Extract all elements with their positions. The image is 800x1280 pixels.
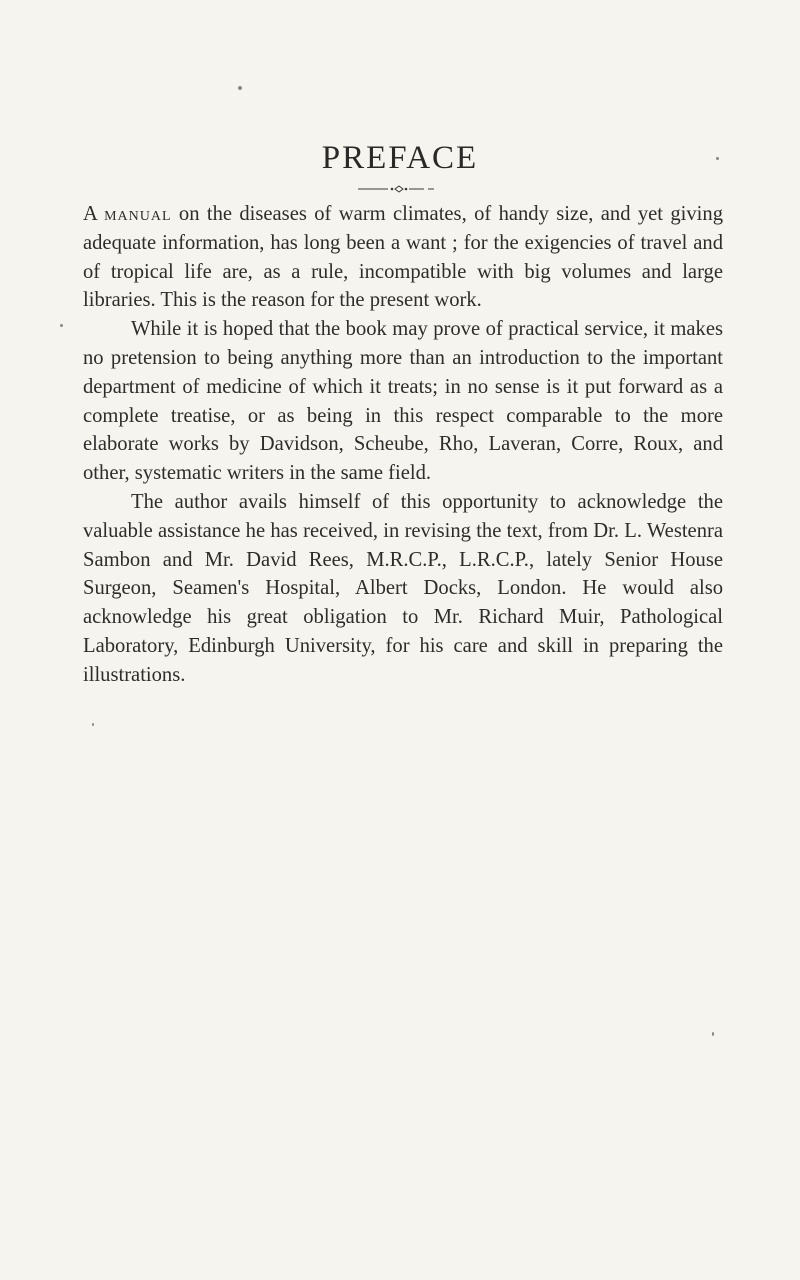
print-speck	[92, 723, 94, 726]
paragraph-1	[83, 200, 723, 315]
paragraph-3: The author avails himself of this opportunity to acknowledge the valuable assistance he has received, in revising the text, from Dr. L. Westenra Sambon and Mr. David Rees, M.R.C.P., L.R.C.P., lately Senior House Surgeon, Seamen's Hospital, Albert Docks, London. He would also acknowledge his great obligation to Mr. Richard Muir, Pathological Laboratory, Edinburgh University, for his care and skill in preparing the illustrations.	[83, 490, 723, 686]
page-title: PREFACE	[321, 140, 479, 176]
ornament-divider-icon	[358, 184, 448, 194]
print-speck	[238, 86, 242, 90]
paragraph-2: While it is hoped that the book may prove of practical service, it makes no pretension to being anything more than an introduction to the important department of medicine of which it treats; in no sense is it put forward as a complete treatise, or as being in this respect comparable to the more elaborate works by Davidson, Scheube, Rho, Laveran, Corre, Roux, and other, systematic writers in the same field.	[83, 318, 723, 485]
smallcaps-word: manual	[104, 203, 172, 225]
paragraph-1-text: on the diseases of warm climates, of handy size, and yet giving adequate information, has long been a want ; for the exigencies of travel and of tropical life are, as a rule, incompatible with big volumes and large libraries. This is the reason for the present work.	[83, 203, 723, 312]
print-speck	[712, 1032, 714, 1036]
preface-body	[83, 200, 723, 690]
drop-word: A	[83, 203, 97, 225]
print-speck	[60, 324, 63, 327]
